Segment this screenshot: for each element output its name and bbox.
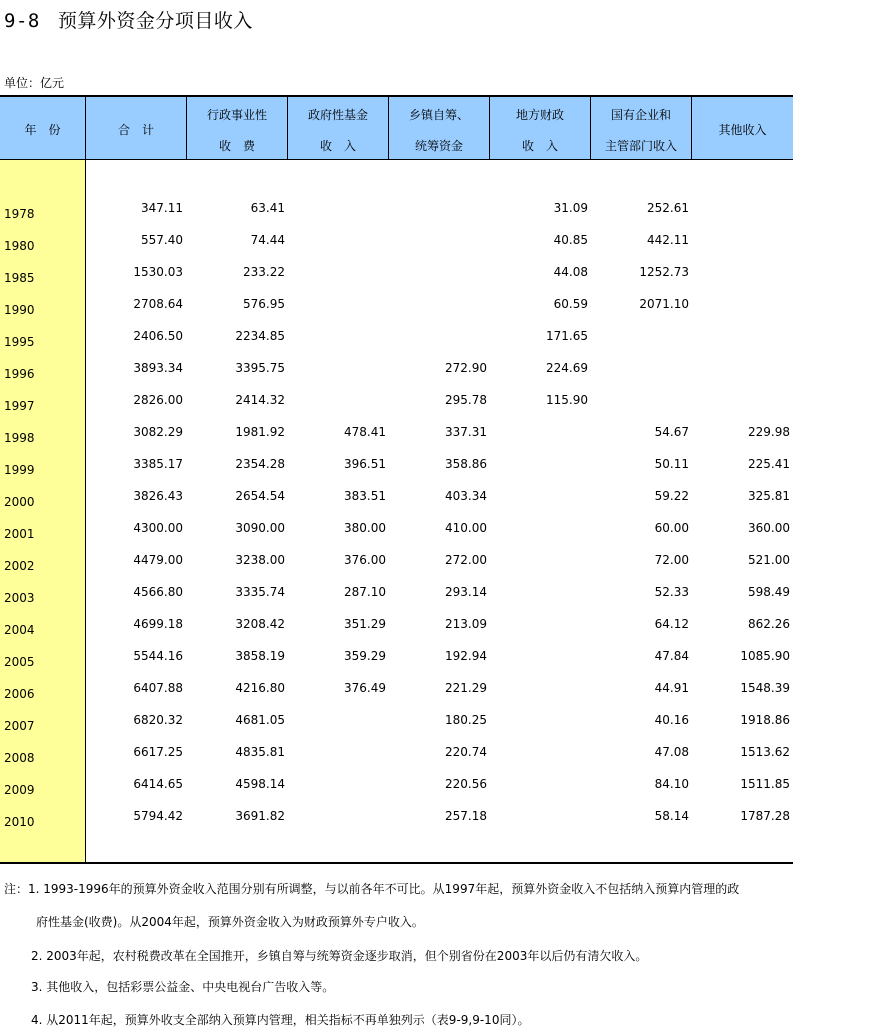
cell-soe: 2071.10: [639, 297, 689, 311]
year-cell: 2004: [4, 623, 35, 637]
table-bottom-rule: [0, 862, 793, 864]
cell-soe: 72.00: [654, 553, 689, 567]
cell-other: 1787.28: [740, 809, 790, 823]
cell-gov-funds: [286, 352, 386, 384]
cell-soe: 442.11: [647, 233, 689, 247]
cell-soe: 47.84: [654, 649, 689, 663]
cell-township: 272.90: [445, 361, 487, 375]
table-row: [0, 736, 793, 768]
year-cell: 2002: [4, 559, 35, 573]
cell-local-fiscal: [488, 480, 588, 512]
cell-admin-fees: 74.44: [250, 233, 285, 247]
cell-gov-funds: [286, 736, 386, 768]
cell-gov-funds: [286, 192, 386, 224]
cell-soe: [589, 352, 689, 384]
table-row: [0, 416, 793, 448]
cell-township: [387, 192, 487, 224]
table-row: [0, 672, 793, 704]
table-row: [0, 352, 793, 384]
cell-local-fiscal: [488, 736, 588, 768]
header-township-line2: 统筹资金: [414, 139, 463, 153]
header-township-line1: 乡镇自筹、: [408, 108, 469, 122]
cell-admin-fees: 3335.74: [235, 585, 285, 599]
cell-local-fiscal: [488, 608, 588, 640]
cell-total: 2708.64: [133, 297, 183, 311]
cell-other: [690, 256, 790, 288]
cell-gov-funds: 376.00: [344, 553, 386, 567]
cell-total: 3893.34: [133, 361, 183, 375]
cell-township: 180.25: [445, 713, 487, 727]
cell-township: 358.86: [445, 457, 487, 471]
cell-total: 6407.88: [133, 681, 183, 695]
cell-soe: 64.12: [654, 617, 689, 631]
year-cell: 1996: [4, 367, 35, 381]
year-cell: 1990: [4, 303, 35, 317]
cell-total: 2406.50: [133, 329, 183, 343]
table-header: [0, 97, 793, 159]
header-admin-fees-line2: 收 费: [218, 139, 255, 153]
header-gov-funds: [288, 97, 389, 159]
header-local-fiscal-line1: 地方财政: [515, 108, 564, 122]
cell-admin-fees: 3691.82: [235, 809, 285, 823]
cell-admin-fees: 4835.81: [235, 745, 285, 759]
cell-township: 272.00: [445, 553, 487, 567]
cell-gov-funds: [286, 384, 386, 416]
cell-township: 295.78: [445, 393, 487, 407]
table-number: 9-8: [4, 10, 40, 32]
cell-other: [690, 192, 790, 224]
cell-township: 220.56: [445, 777, 487, 791]
cell-admin-fees: 2414.32: [235, 393, 285, 407]
year-cell: 2006: [4, 687, 35, 701]
page-title: [4, 6, 253, 33]
cell-gov-funds: 351.29: [344, 617, 386, 631]
year-cell: 1997: [4, 399, 35, 413]
cell-gov-funds: 478.41: [344, 425, 386, 439]
cell-local-fiscal: 224.69: [546, 361, 588, 375]
cell-gov-funds: 383.51: [344, 489, 386, 503]
cell-local-fiscal: [488, 800, 588, 832]
table-row: [0, 320, 793, 352]
cell-gov-funds: [286, 704, 386, 736]
cell-other: [690, 320, 790, 352]
note-2: 2. 2003年起，农村税费改革在全国推开，乡镇自筹与统筹资金逐步取消，但个别省份在2003年以后仍有清欠收入。: [31, 949, 648, 963]
cell-total: 4699.18: [133, 617, 183, 631]
cell-gov-funds: 287.10: [344, 585, 386, 599]
cell-total: 6820.32: [133, 713, 183, 727]
header-other-label: 其他收入: [718, 123, 767, 137]
year-cell: 1985: [4, 271, 35, 285]
year-cell: 2005: [4, 655, 35, 669]
cell-total: 4300.00: [133, 521, 183, 535]
cell-total: 4566.80: [133, 585, 183, 599]
cell-gov-funds: [286, 768, 386, 800]
cell-soe: 40.16: [654, 713, 689, 727]
cell-township: 410.00: [445, 521, 487, 535]
table-row: [0, 800, 793, 832]
table-row: [0, 608, 793, 640]
cell-total: 4479.00: [133, 553, 183, 567]
cell-soe: 50.11: [654, 457, 689, 471]
table-top-rule: [0, 95, 793, 97]
cell-other: 325.81: [748, 489, 790, 503]
header-soe-line2: 主管部门收入: [604, 139, 677, 153]
cell-admin-fees: 3858.19: [235, 649, 285, 663]
cell-soe: 58.14: [654, 809, 689, 823]
cell-other: [690, 352, 790, 384]
note-4: 4. 从2011年起，预算外收支全部纳入预算内管理，相关指标不再单独列示（表9-9,9-10同）。: [31, 1013, 530, 1027]
cell-admin-fees: 4681.05: [235, 713, 285, 727]
cell-total: 347.11: [141, 201, 183, 215]
cell-admin-fees: 576.95: [243, 297, 285, 311]
cell-local-fiscal: 40.85: [553, 233, 588, 247]
cell-local-fiscal: [488, 448, 588, 480]
cell-soe: 47.08: [654, 745, 689, 759]
cell-admin-fees: 63.41: [250, 201, 285, 215]
year-cell: 1995: [4, 335, 35, 349]
cell-local-fiscal: 115.90: [546, 393, 588, 407]
cell-township: 220.74: [445, 745, 487, 759]
cell-local-fiscal: 60.59: [553, 297, 588, 311]
cell-soe: 59.22: [654, 489, 689, 503]
cell-admin-fees: 3208.42: [235, 617, 285, 631]
cell-total: 6617.25: [133, 745, 183, 759]
cell-township: [387, 256, 487, 288]
table-title: 预算外资金分项目收入: [57, 10, 253, 32]
cell-total: 2826.00: [133, 393, 183, 407]
cell-local-fiscal: 44.08: [553, 265, 588, 279]
cell-township: 221.29: [445, 681, 487, 695]
year-cell: 1998: [4, 431, 35, 445]
year-cell: 2009: [4, 783, 35, 797]
table-row: [0, 384, 793, 416]
cell-soe: 84.10: [654, 777, 689, 791]
cell-local-fiscal: [488, 672, 588, 704]
header-year-label: 年 份: [24, 123, 61, 137]
year-cell: 2001: [4, 527, 35, 541]
cell-admin-fees: 233.22: [243, 265, 285, 279]
header-admin-fees-line1: 行政事业性: [206, 108, 267, 122]
cell-gov-funds: [286, 800, 386, 832]
year-cell: 2007: [4, 719, 35, 733]
cell-local-fiscal: [488, 416, 588, 448]
table-row: [0, 448, 793, 480]
header-year: [0, 97, 86, 159]
table-row: [0, 256, 793, 288]
cell-gov-funds: 376.49: [344, 681, 386, 695]
year-cell: 2000: [4, 495, 35, 509]
cell-other: 1085.90: [740, 649, 790, 663]
cell-soe: 52.33: [654, 585, 689, 599]
cell-soe: 60.00: [654, 521, 689, 535]
cell-local-fiscal: [488, 544, 588, 576]
cell-admin-fees: 2354.28: [235, 457, 285, 471]
year-cell: 1980: [4, 239, 35, 253]
cell-township: 257.18: [445, 809, 487, 823]
header-other: [692, 97, 793, 159]
note-1: 注：1. 1993-1996年的预算外资金收入范围分别有所调整，与以前各年不可比。从1997年起，预算外资金收入不包括纳入预算内管理的政: [4, 882, 740, 896]
note-3: 3. 其他收入，包括彩票公益金、中央电视台广告收入等。: [31, 980, 335, 994]
header-local-fiscal: [490, 97, 591, 159]
cell-soe: 252.61: [647, 201, 689, 215]
cell-township: [387, 288, 487, 320]
table-row: [0, 288, 793, 320]
cell-local-fiscal: [488, 576, 588, 608]
cell-township: [387, 320, 487, 352]
cell-total: 557.40: [141, 233, 183, 247]
year-cell: 1978: [4, 207, 35, 221]
cell-soe: 44.91: [654, 681, 689, 695]
header-soe-line1: 国有企业和: [610, 108, 671, 122]
cell-admin-fees: 4598.14: [235, 777, 285, 791]
cell-other: [690, 288, 790, 320]
cell-gov-funds: 359.29: [344, 649, 386, 663]
cell-total: 3826.43: [133, 489, 183, 503]
cell-township: 403.34: [445, 489, 487, 503]
header-total: [86, 97, 187, 159]
cell-total: 1530.03: [133, 265, 183, 279]
cell-other: 360.00: [748, 521, 790, 535]
table-row: [0, 544, 793, 576]
cell-local-fiscal: 171.65: [546, 329, 588, 343]
cell-local-fiscal: 31.09: [553, 201, 588, 215]
cell-total: 5544.16: [133, 649, 183, 663]
table-row: [0, 704, 793, 736]
cell-admin-fees: 4216.80: [235, 681, 285, 695]
year-cell: 2010: [4, 815, 35, 829]
note-1-continued: 府性基金(收费)。从2004年起，预算外资金收入为财政预算外专户收入。: [36, 915, 424, 929]
header-admin-fees: [187, 97, 288, 159]
cell-other: 229.98: [748, 425, 790, 439]
cell-township: [387, 224, 487, 256]
cell-township: 337.31: [445, 425, 487, 439]
cell-gov-funds: [286, 256, 386, 288]
cell-other: [690, 224, 790, 256]
table-row: [0, 640, 793, 672]
cell-other: 1511.85: [740, 777, 790, 791]
cell-other: 1513.62: [740, 745, 790, 759]
cell-admin-fees: 2234.85: [235, 329, 285, 343]
cell-township: 213.09: [445, 617, 487, 631]
year-cell: 1999: [4, 463, 35, 477]
cell-gov-funds: [286, 288, 386, 320]
cell-admin-fees: 3395.75: [235, 361, 285, 375]
cell-soe: 1252.73: [639, 265, 689, 279]
cell-total: 3082.29: [133, 425, 183, 439]
cell-soe: [589, 384, 689, 416]
header-total-label: 合 计: [117, 123, 154, 137]
table-row: [0, 192, 793, 224]
cell-township: 293.14: [445, 585, 487, 599]
cell-other: 1918.86: [740, 713, 790, 727]
cell-other: 225.41: [748, 457, 790, 471]
cell-local-fiscal: [488, 768, 588, 800]
cell-total: 3385.17: [133, 457, 183, 471]
cell-gov-funds: [286, 224, 386, 256]
table-row: [0, 576, 793, 608]
cell-admin-fees: 3090.00: [235, 521, 285, 535]
header-soe: [591, 97, 692, 159]
cell-total: 5794.42: [133, 809, 183, 823]
table-row: [0, 224, 793, 256]
cell-local-fiscal: [488, 640, 588, 672]
cell-township: 192.94: [445, 649, 487, 663]
table-row: [0, 512, 793, 544]
cell-total: 6414.65: [133, 777, 183, 791]
cell-gov-funds: 380.00: [344, 521, 386, 535]
data-table: [0, 95, 793, 864]
header-gov-funds-line1: 政府性基金: [307, 108, 368, 122]
unit-label: 单位：亿元: [4, 76, 65, 90]
cell-admin-fees: 2654.54: [235, 489, 285, 503]
header-township: [389, 97, 490, 159]
table-row: [0, 768, 793, 800]
cell-gov-funds: 396.51: [344, 457, 386, 471]
cell-other: [690, 384, 790, 416]
cell-local-fiscal: [488, 512, 588, 544]
year-cell: 2008: [4, 751, 35, 765]
header-local-fiscal-line2: 收 入: [521, 139, 558, 153]
header-bottom-rule: [0, 159, 793, 160]
year-cell: 2003: [4, 591, 35, 605]
header-gov-funds-line2: 收 入: [319, 139, 356, 153]
cell-soe: 54.67: [654, 425, 689, 439]
cell-other: 862.26: [748, 617, 790, 631]
cell-soe: [589, 320, 689, 352]
cell-other: 521.00: [748, 553, 790, 567]
cell-gov-funds: [286, 320, 386, 352]
table-row: [0, 480, 793, 512]
cell-other: 598.49: [748, 585, 790, 599]
cell-other: 1548.39: [740, 681, 790, 695]
cell-admin-fees: 1981.92: [235, 425, 285, 439]
cell-admin-fees: 3238.00: [235, 553, 285, 567]
cell-local-fiscal: [488, 704, 588, 736]
